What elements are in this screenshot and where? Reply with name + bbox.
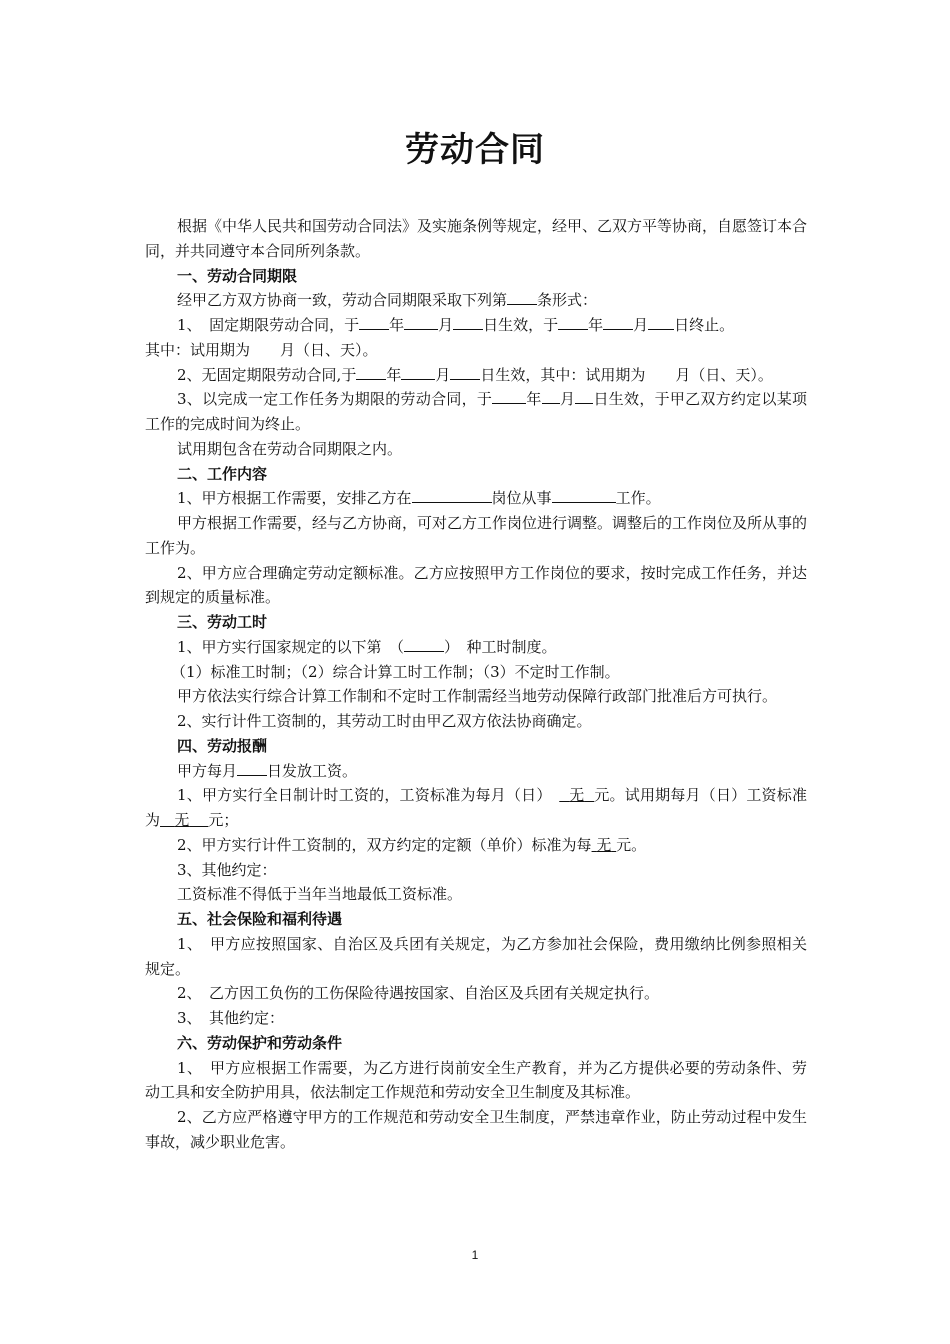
blank-field[interactable] bbox=[558, 313, 588, 330]
clause-paragraph: 经甲乙方双方协商一致，劳动合同期限采取下列第 条形式： bbox=[145, 288, 807, 313]
piece-rate-value: 无 bbox=[596, 835, 612, 854]
section-heading: 六、劳动保护和劳动条件 bbox=[177, 1033, 343, 1052]
blank-field[interactable] bbox=[453, 313, 483, 330]
section-heading: 一、劳动合同期限 bbox=[177, 266, 298, 285]
intro-paragraph: 根据《中华人民共和国劳动合同法》及实施条例等规定，经甲、乙双方平等协商，自愿签订本合同，并共同遵守本合同所列条款。 bbox=[145, 217, 808, 260]
clause-paragraph: 甲方每月 日发放工资。 bbox=[145, 759, 807, 784]
clause-paragraph: 1、甲方根据工作需要，安排乙方在 岗位从事 工作。 bbox=[145, 486, 807, 511]
clause-paragraph: 1、甲方实行全日制计时工资的，工资标准为每月（日） 无 元。试用期每月（日）工资标准为 无 元； bbox=[145, 786, 807, 829]
blank-field[interactable] bbox=[404, 635, 444, 652]
clause-paragraph: 甲方根据工作需要，经与乙方协商，可对乙方工作岗位进行调整。调整后的工作岗位及所从事的工作为。 bbox=[145, 514, 808, 557]
clause-paragraph: 1、 固定期限劳动合同，于 年 月 日生效，于 年 月 日终止。 bbox=[145, 313, 807, 338]
probation-salary-value: 无 bbox=[174, 811, 190, 829]
blank-field[interactable] bbox=[404, 313, 438, 330]
clause-paragraph: 2、实行计件工资制的，其劳动工时由甲乙双方依法协商确定。 bbox=[177, 712, 592, 730]
clause-paragraph: 1、 甲方应根据工作需要，为乙方进行岗前安全生产教育，并为乙方提供必要的劳动条件、劳动工具和安全防护用具，依法制定工作规范和劳动安全卫生制度及其标准。 bbox=[145, 1058, 807, 1102]
section-heading: 三、劳动工时 bbox=[177, 613, 268, 631]
clause-paragraph: 工资标准不得低于当年当地最低工资标准。 bbox=[177, 885, 463, 904]
clause-paragraph: 3、其他约定： bbox=[177, 860, 277, 879]
blank-field[interactable] bbox=[492, 387, 526, 404]
blank-field[interactable] bbox=[356, 363, 386, 380]
salary-value: 无 bbox=[569, 786, 585, 805]
clause-paragraph: （1）标准工时制；（2）综合计算工时工作制；（3）不定时工作制。 bbox=[171, 662, 620, 681]
clause-paragraph: 试用期包含在劳动合同期限之内。 bbox=[177, 439, 403, 458]
blank-field[interactable] bbox=[648, 313, 674, 330]
clause-paragraph: 2、甲方实行计件工资制的，双方约定的定额（单价）标准为每 无 元。 bbox=[177, 835, 647, 854]
clause-paragraph: 2、无固定期限劳动合同,于 年 月 日生效，其中：试用期为 月（日、天）。 bbox=[145, 363, 807, 388]
clause-paragraph: 其中：试用期为 月（日、天）。 bbox=[145, 340, 378, 359]
blank-field[interactable] bbox=[542, 387, 560, 404]
document-title: 劳动合同 bbox=[405, 130, 545, 170]
blank-field[interactable] bbox=[237, 759, 267, 776]
clause-paragraph: 2、乙方应严格遵守甲方的工作规范和劳动安全卫生制度，严禁违章作业，防止劳动过程中发生事故，减少职业危害。 bbox=[145, 1108, 807, 1151]
section-heading: 四、劳动报酬 bbox=[177, 736, 268, 755]
blank-field[interactable] bbox=[552, 486, 616, 503]
page-number: 1 bbox=[471, 1248, 479, 1262]
blank-field[interactable] bbox=[575, 387, 593, 404]
blank-field[interactable] bbox=[603, 313, 633, 330]
clause-paragraph: 2、 乙方因工负伤的工伤保险待遇按国家、自治区及兵团有关规定执行。 bbox=[177, 984, 660, 1003]
clause-paragraph: 3、以完成一定工作任务为期限的劳动合同，于 年 月 日生效，于甲乙双方约定以某项工作的完成时间为终止。 bbox=[145, 387, 807, 437]
clause-paragraph: 3、 其他约定： bbox=[177, 1009, 285, 1027]
section-heading: 五、社会保险和福利待遇 bbox=[177, 910, 343, 928]
clause-paragraph: 1、 甲方应按照国家、自治区及兵团有关规定，为乙方参加社会保险，费用缴纳比例参照相关规定。 bbox=[145, 934, 807, 978]
section-heading: 二、工作内容 bbox=[177, 464, 268, 483]
blank-field[interactable] bbox=[507, 288, 537, 305]
blank-field[interactable] bbox=[412, 486, 492, 503]
blank-field[interactable] bbox=[359, 313, 389, 330]
clause-paragraph: 1、甲方实行国家规定的以下第 （ ） 种工时制度。 bbox=[145, 635, 807, 660]
blank-field[interactable] bbox=[401, 363, 435, 380]
clause-paragraph: 2、甲方应合理确定劳动定额标准。乙方应按照甲方工作岗位的要求，按时完成工作任务，并达到规定的质量标准。 bbox=[145, 563, 807, 607]
blank-field[interactable] bbox=[450, 363, 480, 380]
clause-paragraph: 甲方依法实行综合计算工作制和不定时工作制需经当地劳动保障行政部门批准后方可执行。 bbox=[177, 687, 778, 706]
document-body bbox=[145, 214, 807, 1155]
